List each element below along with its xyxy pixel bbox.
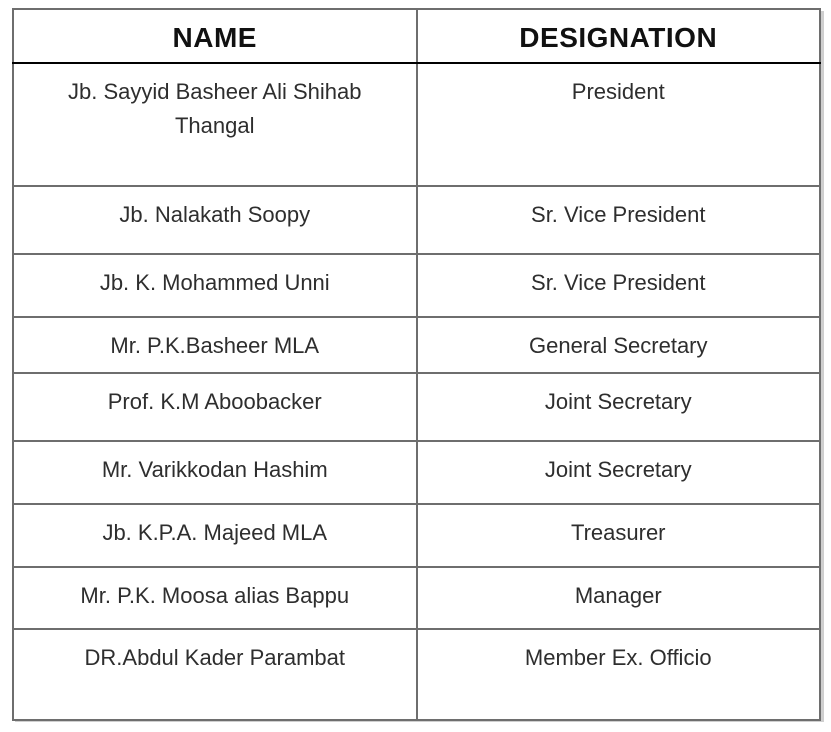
name-cell: Mr. P.K. Moosa alias Bappu	[13, 567, 417, 629]
designation-cell: Member Ex. Officio	[417, 629, 821, 720]
table-row	[13, 504, 820, 567]
table-row	[13, 63, 820, 186]
officers-table-container	[12, 8, 821, 719]
name-cell: Jb. K.P.A. Majeed MLA	[13, 504, 417, 567]
table-row	[13, 317, 820, 373]
designation-cell: Joint Secretary	[417, 441, 821, 504]
name-column-header: NAME	[13, 9, 417, 63]
name-cell: DR.Abdul Kader Parambat	[13, 629, 417, 720]
name-cell: Mr. P.K.Basheer MLA	[13, 317, 417, 373]
table-row	[13, 254, 820, 317]
designation-cell: Joint Secretary	[417, 373, 821, 441]
name-cell: Jb. K. Mohammed Unni	[13, 254, 417, 317]
table-row	[13, 567, 820, 629]
name-cell: Mr. Varikkodan Hashim	[13, 441, 417, 504]
header-row	[13, 9, 820, 63]
table-row	[13, 441, 820, 504]
designation-cell: Sr. Vice President	[417, 254, 821, 317]
table-row	[13, 186, 820, 254]
name-cell: Prof. K.M Aboobacker	[13, 373, 417, 441]
table-row	[13, 373, 820, 441]
designation-cell: Manager	[417, 567, 821, 629]
designation-cell: Sr. Vice President	[417, 186, 821, 254]
officers-table	[12, 8, 821, 721]
designation-cell: General Secretary	[417, 317, 821, 373]
name-cell: Jb. Sayyid Basheer Ali Shihab Thangal	[13, 63, 417, 186]
table-row	[13, 629, 820, 720]
name-cell: Jb. Nalakath Soopy	[13, 186, 417, 254]
designation-column-header: DESIGNATION	[417, 9, 821, 63]
designation-cell: Treasurer	[417, 504, 821, 567]
designation-cell: President	[417, 63, 821, 186]
